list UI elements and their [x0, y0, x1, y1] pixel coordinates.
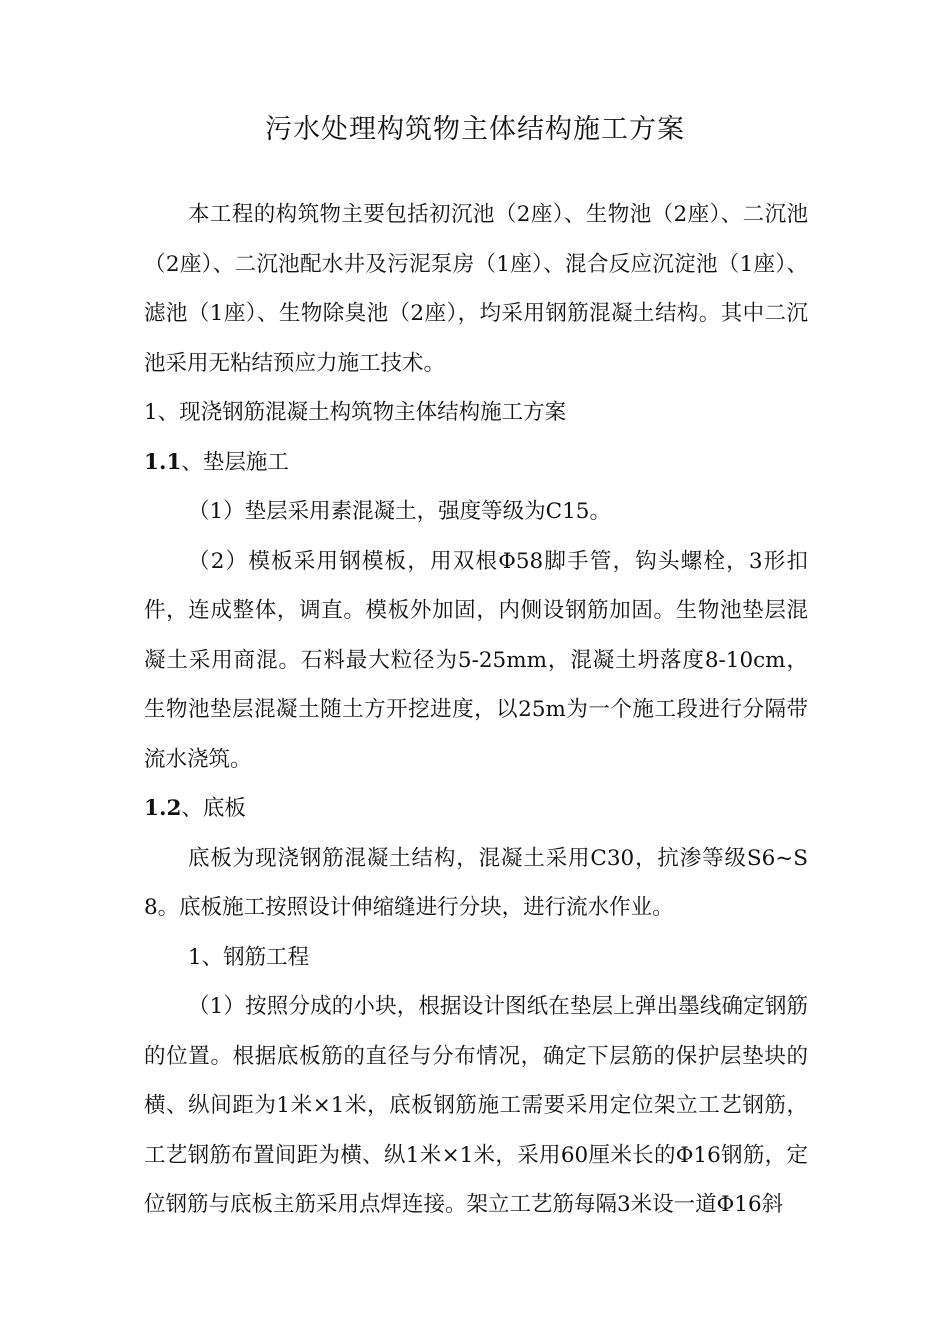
section-1-2-heading — [144, 784, 808, 834]
document-body — [144, 190, 808, 1230]
section-1-1-heading — [144, 438, 808, 488]
section-1-2-number: 1.2 — [144, 796, 182, 821]
section-1-2-item-1: （1）按照分成的小块，根据设计图纸在垫层上弹出墨线确定钢筋的位置。根据底板筋的直径与分布情况，确定下层筋的保护层垫块的横、纵间距为1米×1米，底板钢筋施工需要采用定位架立工艺钢筋，工艺钢筋布置间距为横、纵1米×1米，采用60厘米长的Φ16钢筋，定位钢筋与底板主筋采用点焊连接。架立工艺筋每隔3米设一道Φ16斜 — [144, 994, 808, 1217]
intro-paragraph: 本工程的构筑物主要包括初沉池（2座）、生物池（2座）、二沉池（2座）、二沉池配水井及污泥泵房（1座）、混合反应沉淀池（1座）、滤池（1座）、生物除臭池（2座），均采用钢筋混凝土结构。其中二沉池采用无粘结预应力施工技术。 — [144, 202, 808, 376]
section-1-heading — [144, 388, 808, 438]
section-1-1-item-2: （2）模板采用钢模板，用双根Φ58脚手管，钩头螺栓，3形扣件，连成整体，调直。模板外加固，内侧设钢筋加固。生物池垫层混凝土采用商混。石料最大粒径为5-25mm，混凝土坍落度8-10cm，生物池垫层混凝土随土方开挖进度，以25m为一个施工段进行分隔带流水浇筑。 — [144, 548, 808, 772]
section-1-1-item-1: （1）垫层采用素混凝土，强度等级为C15。 — [188, 499, 611, 524]
section-1-heading-text: 1、现浇钢筋混凝土构筑物主体结构施工方案 — [144, 400, 567, 425]
section-1-2-intro: 底板为现浇钢筋混凝土结构，混凝土采用C30，抗渗等级S6~S8。底板施工按照设计伸缩缝进行分块，进行流水作业。 — [144, 845, 808, 920]
document-title: 污水处理构筑物主体结构施工方案 — [265, 114, 685, 145]
section-1-2-label: 、底板 — [181, 796, 246, 821]
section-1-1-label: 、垫层施工 — [181, 449, 289, 475]
section-1-2-subheading: 1、钢筋工程 — [188, 944, 310, 970]
section-1-1-number: 1.1 — [144, 449, 182, 475]
